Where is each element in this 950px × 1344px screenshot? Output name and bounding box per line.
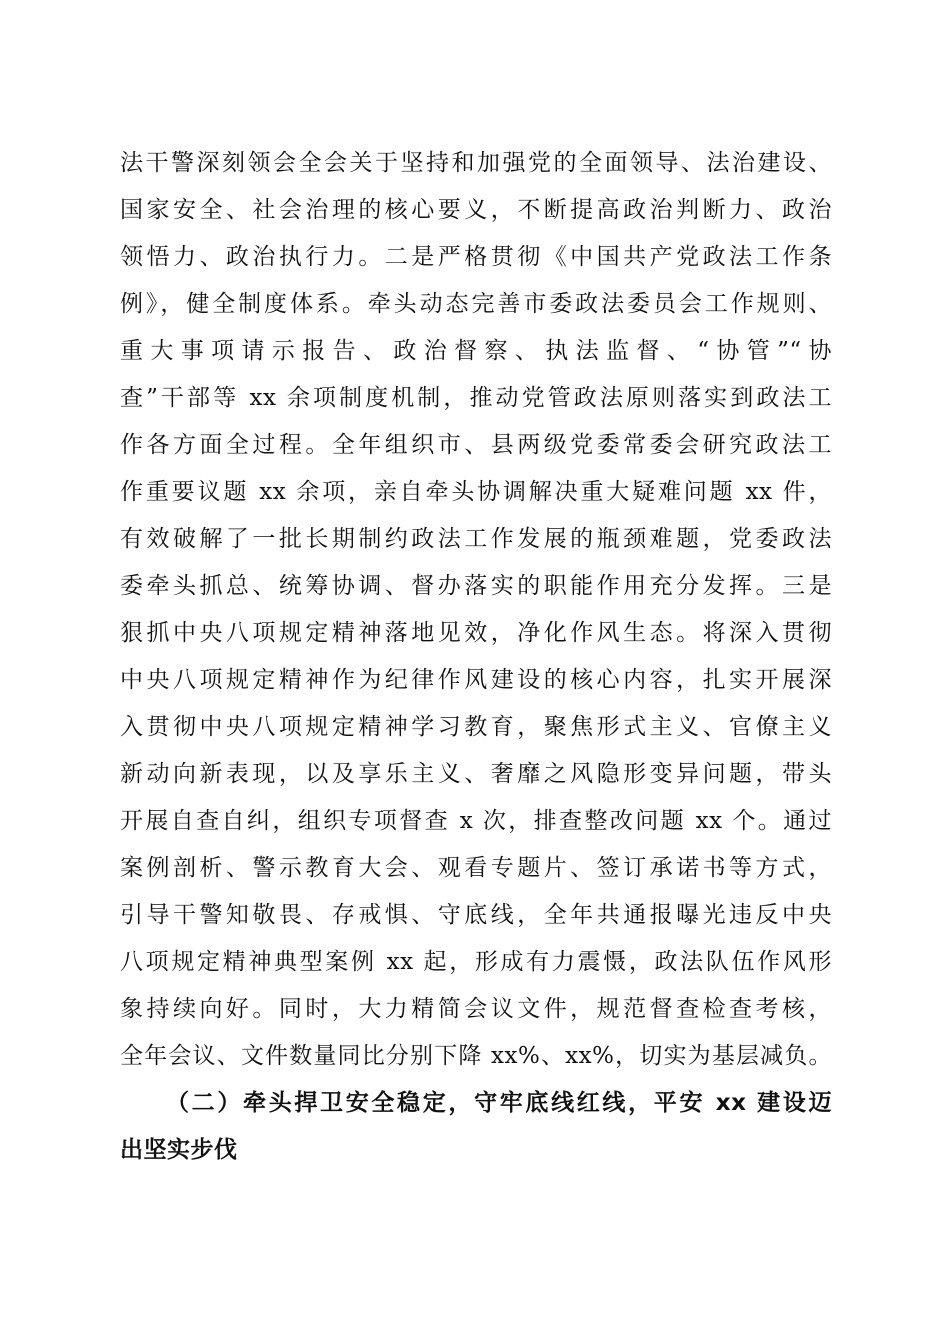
body-line: 领悟力、政治执行力。二是严格贯彻《中国共产党政法工作条 xyxy=(120,244,832,270)
document-body xyxy=(120,140,832,1174)
section-heading-line: 出坚实步伐 xyxy=(120,1137,238,1163)
body-line: 开展自查自纠，组织专项督查 x 次，排查整改问题 xx 个。通过 xyxy=(120,808,832,834)
body-line: 国家安全、社会治理的核心要义，不断提高政治判断力、政治 xyxy=(120,197,832,223)
body-line: 例》，健全制度体系。牵头动态完善市委政法委员会工作规则、 xyxy=(120,291,832,317)
section-heading-line: （二）牵头捍卫安全稳定，守牢底线红线，平安 xx 建设迈 xyxy=(166,1090,832,1116)
body-line: 法干警深刻领会全会关于坚持和加强党的全面领导、法治建设、 xyxy=(120,150,832,176)
body-line: 八项规定精神典型案例 xx 起，形成有力震慑，政法队伍作风形 xyxy=(120,949,832,975)
body-line: 重大事项请示报告、政治督察、执法监督、“协管”“协 xyxy=(120,338,832,364)
body-line: 入贯彻中央八项规定精神学习教育，聚焦形式主义、官僚主义 xyxy=(120,714,832,740)
body-line: 狠抓中央八项规定精神落地见效，净化作风生态。将深入贯彻 xyxy=(120,620,832,646)
body-line: 作各方面全过程。全年组织市、县两级党委常委会研究政法工 xyxy=(120,432,832,458)
body-line: 中央八项规定精神作为纪律作风建设的核心内容，扎实开展深 xyxy=(120,667,832,693)
body-line: 案例剖析、警示教育大会、观看专题片、签订承诺书等方式， xyxy=(120,855,832,881)
body-line: 有效破解了一批长期制约政法工作发展的瓶颈难题，党委政法 xyxy=(120,526,832,552)
body-line: 全年会议、文件数量同比分别下降 xx%、xx%，切实为基层减负。 xyxy=(120,1043,832,1069)
section-heading xyxy=(120,1080,832,1174)
body-line: 委牵头抓总、统筹协调、督办落实的职能作用充分发挥。三是 xyxy=(120,573,832,599)
body-line: 新动向新表现，以及享乐主义、奢靡之风隐形变异问题，带头 xyxy=(120,761,832,787)
body-line: 查”干部等 xx 余项制度机制，推动党管政法原则落实到政法工 xyxy=(120,385,832,411)
body-line: 引导干警知敬畏、存戒惧、守底线，全年共通报曝光违反中央 xyxy=(120,902,832,928)
body-line: 象持续向好。同时，大力精简会议文件，规范督查检查考核， xyxy=(120,996,832,1022)
body-line: 作重要议题 xx 余项，亲自牵头协调解决重大疑难问题 xx 件， xyxy=(120,479,832,505)
